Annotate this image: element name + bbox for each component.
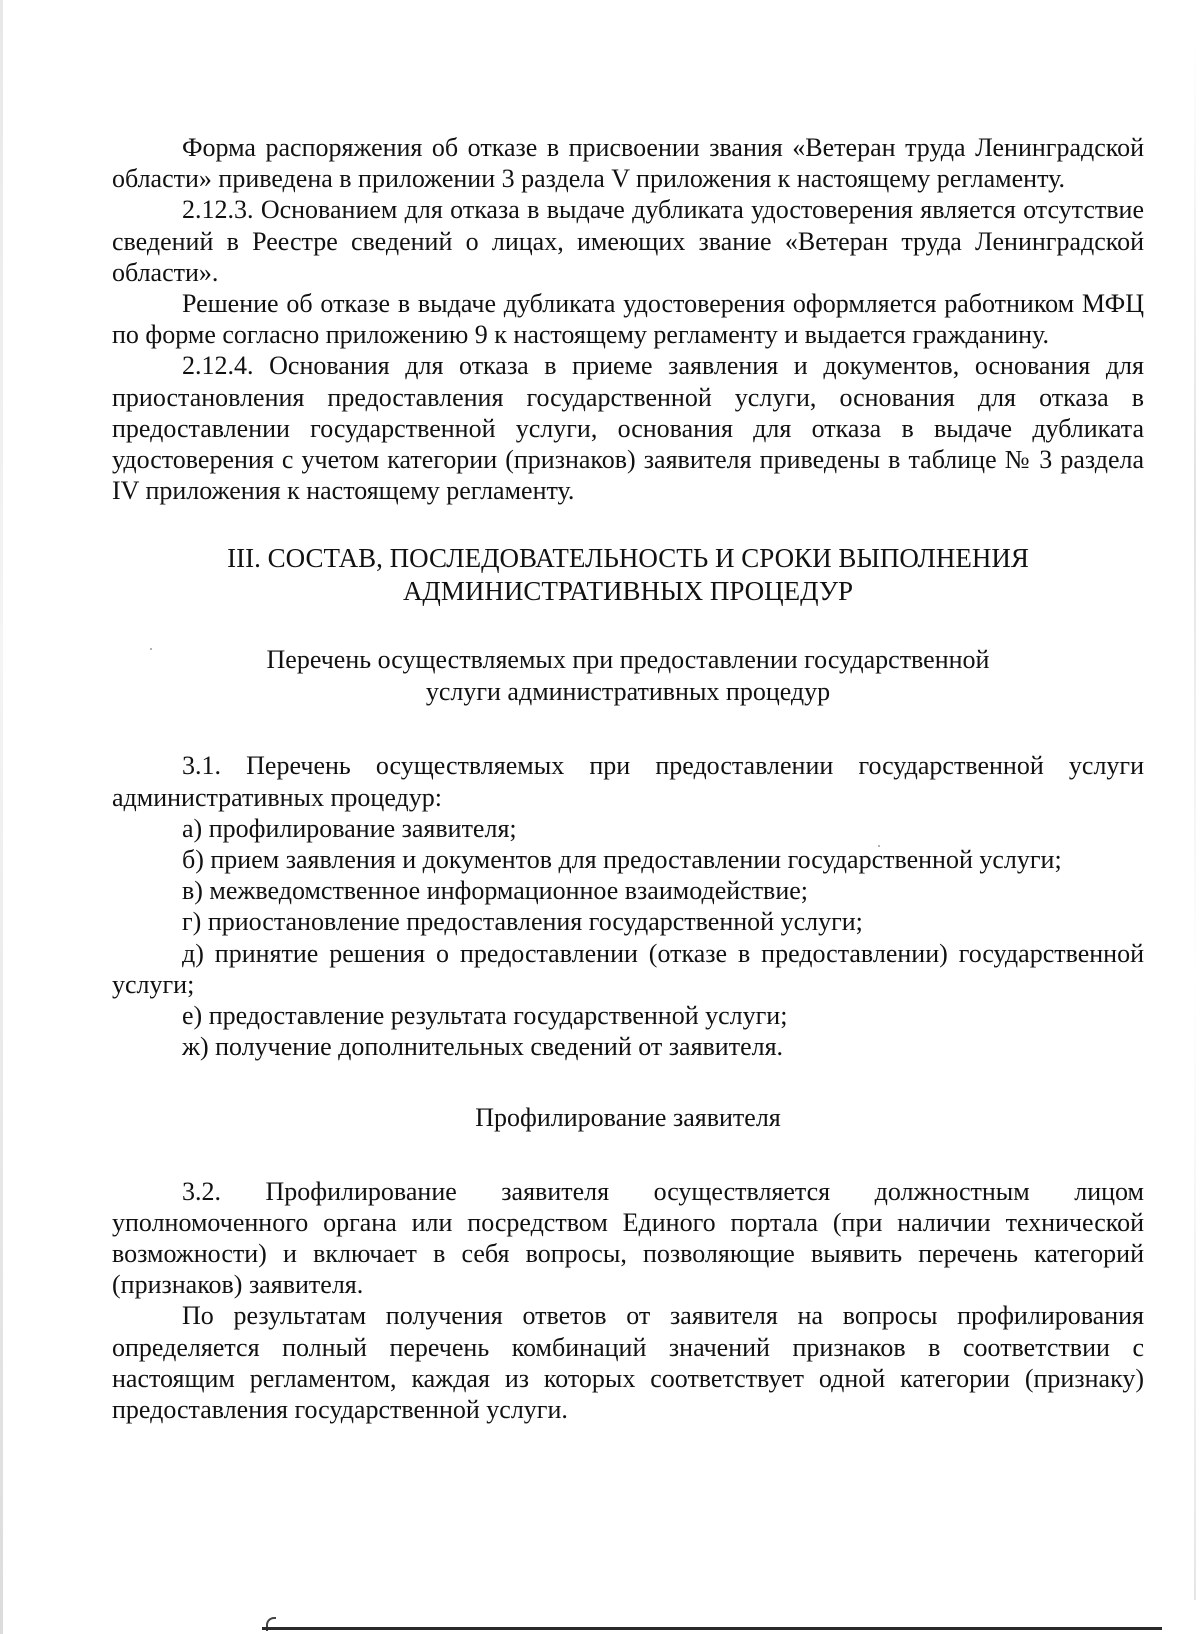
paragraph-2-12-4: 2.12.4. Основания для отказа в приеме заявления и документов, основания для приостановления предоставления государственной услуги, основания для отказа в предоставлении государственной услуги, основания для отказа в выдаче дубликата удостоверения с учетом категории (признаков) заявителя приведены в таблице № 3 раздела IV приложения к настоящему регламенту. bbox=[112, 351, 1144, 506]
section-title-line-2: АДМИНИСТРАТИВНЫХ ПРОЦЕДУР bbox=[402, 576, 854, 607]
subsection-title-line-1: Перечень осуществляемых при предоставлении государственной bbox=[266, 645, 990, 675]
subsection-title-line-2: услуги административных процедур bbox=[425, 677, 831, 707]
scan-left-edge bbox=[0, 0, 3, 1634]
list-item: е) предоставление результата государственной услуги; bbox=[182, 1001, 788, 1031]
paragraph-2-12-3: 2.12.3. Основанием для отказа в выдаче дубликата удостоверения является отсутствие сведений в Реестре сведений о лицах, имеющих звание «Ветеран труда Ленинградской области». bbox=[112, 195, 1144, 287]
list-item: а) профилирование заявителя; bbox=[182, 813, 517, 843]
paragraph-3-2: 3.2. Профилирование заявителя осуществляется должностным лицом уполномоченного органа или посредством Единого портала (при наличии технической возможности) и включает в себя вопросы, позволяющие выявить перечень категорий (признаков) заявителя. bbox=[112, 1176, 1144, 1300]
list-item: ж) получение дополнительных сведений от заявителя. bbox=[182, 1032, 784, 1062]
bottom-rule bbox=[262, 1627, 1162, 1630]
paragraph-profiling-results: По результатам получения ответов от заявителя на вопросы профилирования определяется полный перечень комбинаций значений признаков в соответствии с настоящим регламентом, каждая из которых соответствует одной категории (признаку) предоставления государственной услуги. bbox=[112, 1301, 1144, 1425]
list-item: д) принятие решения о предоставлении (отказе в предоставлении) государственной услуги; bbox=[112, 938, 1144, 999]
document-page bbox=[112, 132, 1144, 1425]
paragraph-3-1: 3.1. Перечень осуществляемых при предоставлении государственной услуги административных процедур: bbox=[112, 751, 1144, 812]
profiling-heading: Профилирование заявителя bbox=[475, 1103, 781, 1133]
list-item: б) прием заявления и документов для предоставлении государственной услуги; bbox=[182, 845, 1062, 875]
paragraph-duplicate-refusal: Решение об отказе в выдаче дубликата удостоверения оформляется работником МФЦ по форме согласно приложению 9 к настоящему регламенту и выдается гражданину. bbox=[112, 289, 1144, 350]
section-title-line-1: III. СОСТАВ, ПОСЛЕДОВАТЕЛЬНОСТЬ И СРОКИ ВЫПОЛНЕНИЯ bbox=[227, 543, 1029, 574]
list-item: в) межведомственное информационное взаимодействие; bbox=[182, 876, 809, 906]
scan-right-edge bbox=[1194, 40, 1196, 1600]
subsection-title bbox=[112, 644, 1144, 708]
paragraph-refusal-form: Форма распоряжения об отказе в присвоении звания «Ветеран труда Ленинградской области» приведена в приложении 3 раздела V приложения к настоящему регламенту. bbox=[112, 133, 1144, 194]
section-title bbox=[112, 542, 1144, 608]
list-item: г) приостановление предоставления государственной услуги; bbox=[182, 907, 863, 937]
